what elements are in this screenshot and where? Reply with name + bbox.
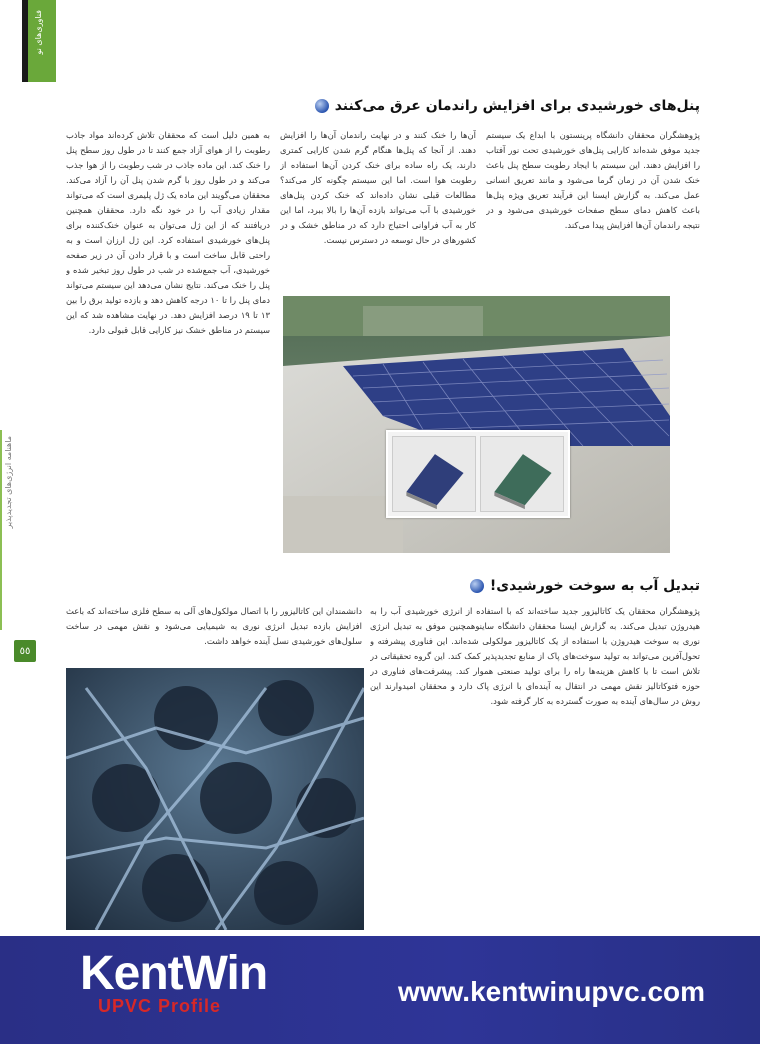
section-tab [22,0,56,82]
side-divider [0,430,2,630]
running-title: ماهنامه انرژی‌های تجدیدپذیر [4,436,13,529]
article2-column-1: پژوهشگران محققان یک کاتالیزور جدید ساخته‌اند که با استفاده از انرژی خورشیدی آب را به هیدروژن تبدیل می‌کند. به گزارش ایسنا محققان دانشگاه ساینوهمچنین موفق به تبدیل انرژی نوری به سوخت هیدروژن با استفاده از یک کاتالیزور مولکولی شده‌اند. این فناوری پیشرفته و تحول‌آفرین می‌تواند به تولید سوخت‌های پاک از منابع تجدیدپذیر کمک کند. این گروه تحقیقاتی در تلاش است تا با کاهش هزینه‌ها راه را برای تولید صنعتی هموار کند. پیشرفت‌های فناوری در حوزه فتوکاتالیز نقش مهمی در انتقال به آینده‌ای با انرژی پاک دارد و محققان امیدوارند این روش در سال‌های آینده به صورت گسترده به کار گرفته شود. [370,606,700,706]
article1-title [315,93,700,119]
article1-column-3: به همین دلیل است که محققان تلاش کرده‌اند مواد جاذب رطوبت را از هوای آزاد جمع کنند تا در طول روز سطح پنل را خنک کند. این ماده جاذب در شب رطوبت را از هوا جذب می‌کند و در طول روز با گرم شدن پنل آن را آزاد می‌کند. محققان می‌گویند این ماده یک ژل پلیمری است که می‌تواند مقدار زیادی آب را در خود نگه دارد. محققان همچنین دریافتند که از این ژل می‌توان به عنوان خنک‌کننده برای پنل‌های خورشیدی استفاده کرد. این ژل ارزان است و به راحتی قابل ساخت است و با قرار دادن آن در زیر صفحه خورشیدی، آب جمع‌شده در شب در طول روز تبخیر شده و پنل را خنک می‌کند. نتایج نشان می‌دهد این سیستم می‌تواند دمای پنل را تا ۱۰ درجه کاهش دهد و بازده تولید برق را بین ۱۳ تا ۱۹ درصد افزایش دهد. در نهایت مشاهده شد که این سیستم در مناطق خشک نیز کارایی قابل قبولی دارد. [66,130,270,335]
article1-column-1: پژوهشگران محققان دانشگاه پرینستون با ابداع یک سیستم جدید موفق شده‌اند کارایی پنل‌های خورشیدی تحت نور آفتاب را افزایش دهند. این سیستم با ایجاد رطوبت سطح پنل باعث خنک شدن آن در زمان گرما می‌شود و مانند تعریق انسانی عمل می‌کند. به گزارش ایسنا این فرآیند تعریق ویژه پنل‌ها باعث کاهش دمای سطح صفحات خورشیدی می‌شود و در نتیجه راندمان آن‌ها افزایش پیدا می‌کند. [486,130,700,230]
standard-panel-photo [392,436,476,512]
ad-brand-subtitle: UPVC Profile [98,996,222,1016]
title-bullet-icon [470,579,484,593]
article2-title-text: تبدیل آب به سوخت خورشیدی! [489,578,700,594]
ad-website-link[interactable]: www.kentwinupvc.com [398,976,706,1007]
article1-column-2: آن‌ها را خنک کنند و در نهایت راندمان آن‌ها را افزایش دهند. از آنجا که پنل‌ها هنگام گرم شدن کارایی کمتری دارند، یک راه ساده برای خنک کردن آن‌ها استفاده از رطوبت هوا است. اما این سیستم چگونه کار می‌کند؟ مطالعات قبلی نشان داده‌اند که خنک کردن پنل‌های خورشیدی با آب می‌تواند بازده آن‌ها را بالا ببرد، اما این کار به آب فراوانی احتیاج دارد که در مناطق خشک و در کشورهای در حال توسعه در دسترس نیست. [280,130,476,245]
article2-title [470,573,700,599]
molecular-structure-image [66,668,364,930]
ad-brand-logo: KentWin [80,947,268,1000]
gel-panel-photo [480,436,564,512]
section-tab-label: فناوری‌های نو [34,10,43,55]
title-bullet-icon [315,99,329,113]
page-number: ٥٥ [14,640,36,662]
panel-closeup-inset [386,430,570,518]
article1-title-text: پنل‌های خورشیدی برای افزایش راندمان عرق می‌کنند [334,98,700,114]
article2-column-2: دانشمندان این کاتالیزور را با اتصال مولکول‌های آلی به سطح فلزی ساخته‌اند که باعث افزایش بازده تبدیل انرژی نوری به شیمیایی می‌شود و نقش مهمی در ساخت سلول‌های خورشیدی نسل آینده خواهد داشت. [66,606,362,646]
